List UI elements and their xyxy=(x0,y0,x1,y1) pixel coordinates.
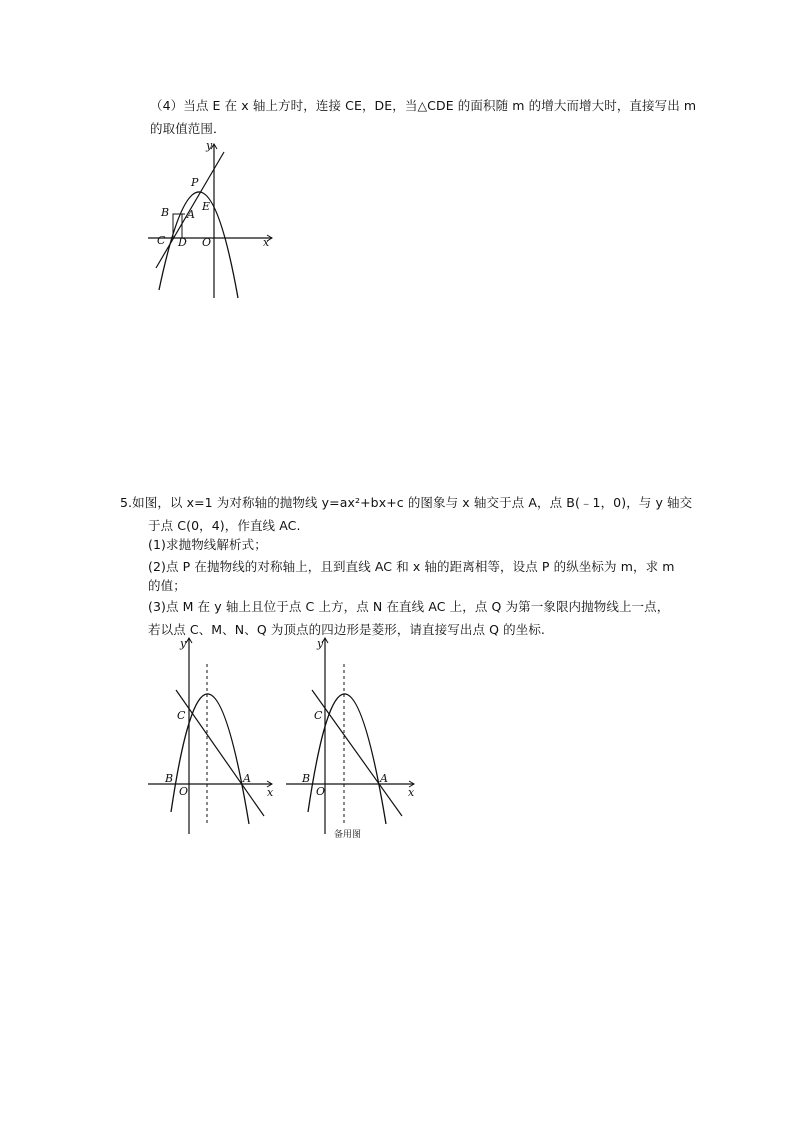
label-y: y xyxy=(180,637,187,650)
q4-text-line-1: （4）当点 E 在 x 轴上方时，连接 CE，DE，当△CDE 的面积随 m 的增大而增大时，直接写出 m xyxy=(150,98,697,113)
label-B: B xyxy=(165,772,174,785)
figure-q5-backup xyxy=(284,634,418,844)
label-E: E xyxy=(202,200,211,213)
q5-text-line-1: 5.如图，以 x=1 为对称轴的抛物线 y=ax²+bx+c 的图象与 x 轴交于点 A，点 B(﹣1，0)，与 y 轴交 xyxy=(120,495,693,510)
label-y: y xyxy=(317,637,324,650)
q5-part-3-line-1: (3)点 M 在 y 轴上且位于点 C 上方，点 N 在直线 AC 上，点 Q 为第一象限内抛物线上一点， xyxy=(148,599,670,614)
label-y: y xyxy=(206,140,213,152)
q5-text-line-2: 于点 C(0，4)，作直线 AC. xyxy=(148,518,301,533)
label-B: B xyxy=(302,772,311,785)
label-x: x xyxy=(267,786,274,799)
label-B: B xyxy=(161,206,170,219)
label-D: D xyxy=(178,236,187,249)
label-x: x xyxy=(263,236,270,249)
label-O: O xyxy=(202,236,212,249)
label-C: C xyxy=(157,234,166,247)
q5-part-1: (1)求抛物线解析式； xyxy=(148,537,267,552)
backup-figure-caption: 备用图 xyxy=(334,830,362,840)
label-A: A xyxy=(380,772,388,785)
figure-q5-main xyxy=(146,634,276,834)
q5-part-2-line-1: (2)点 P 在抛物线的对称轴上，且到直线 AC 和 x 轴的距离相等，设点 P 的纵坐标为 m，求 m xyxy=(148,559,675,574)
label-O: O xyxy=(316,785,326,798)
figure-q4-parabola xyxy=(146,140,276,300)
label-A: A xyxy=(243,772,251,785)
q4-text-line-2: 的取值范围． xyxy=(150,121,226,136)
label-A: A xyxy=(187,208,195,221)
label-x: x xyxy=(408,786,415,799)
label-C: C xyxy=(177,709,186,722)
q5-part-2-line-2: 的值； xyxy=(148,578,186,593)
label-C: C xyxy=(314,709,323,722)
label-P: P xyxy=(191,176,199,189)
parabola-curve xyxy=(159,192,238,298)
label-O: O xyxy=(179,785,189,798)
q5-part-3-line-2: 若以点 C、M、N、Q 为顶点的四边形是菱形，请直接写出点 Q 的坐标. xyxy=(148,622,546,637)
